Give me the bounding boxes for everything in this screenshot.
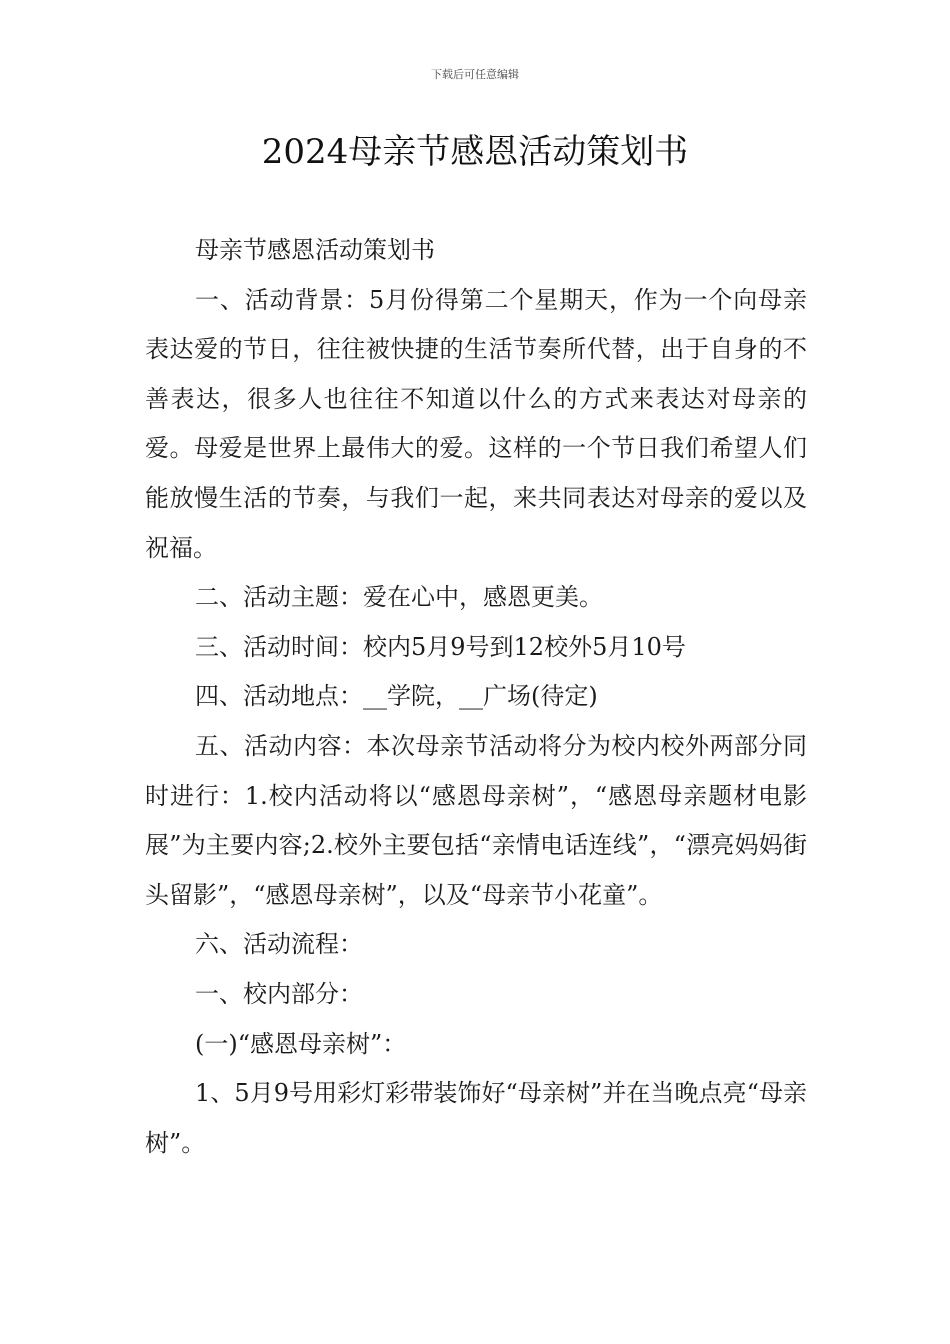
- paragraph-campus-section: 一、校内部分：: [195, 979, 363, 1008]
- paragraph-background: 一、活动背景：5月份得第二个星期天，作为一个向母亲表达爱的节日，往往被快捷的生活节奏所代替，出于自身的不善表达，很多人也往往不知道以什么的方式来表达对母亲的爱。母爱是世界上最伟大的爱。这样的一个节日我们希望人们能放慢生活的节奏，与我们一起，来共同表达对母亲的爱以及祝福。: [145, 285, 807, 562]
- paragraph-process: 六、活动流程：: [195, 930, 363, 959]
- document-body: [145, 226, 807, 1168]
- paragraph-step-1: 1、5月9号用彩灯彩带装饰好“母亲树”并在当晚点亮“母亲树”。: [145, 1079, 807, 1157]
- paragraph-location: 四、活动地点：__学院，__广场(待定): [195, 682, 598, 711]
- paragraph-theme: 二、活动主题：爱在心中，感恩更美。: [195, 583, 603, 612]
- paragraph-subtitle: 母亲节感恩活动策划书: [195, 236, 435, 264]
- paragraph-tree-heading: (一)“感恩母亲树”：: [195, 1029, 407, 1058]
- document-title: 2024母亲节感恩活动策划书: [261, 132, 689, 172]
- paragraph-time: 三、活动时间：校内5月9号到12校外5月10号: [195, 632, 686, 661]
- header-note: 下载后可任意编辑: [431, 68, 519, 81]
- paragraph-content: 五、活动内容：本次母亲节活动将分为校内校外两部分同时进行：1.校内活动将以“感恩母亲树”，“感恩母亲题材电影展”为主要内容;2.校外主要包括“亲情电话连线”，“漂亮妈妈街头留影”，“感恩母亲树”，以及“母亲节小花童”。: [145, 731, 807, 909]
